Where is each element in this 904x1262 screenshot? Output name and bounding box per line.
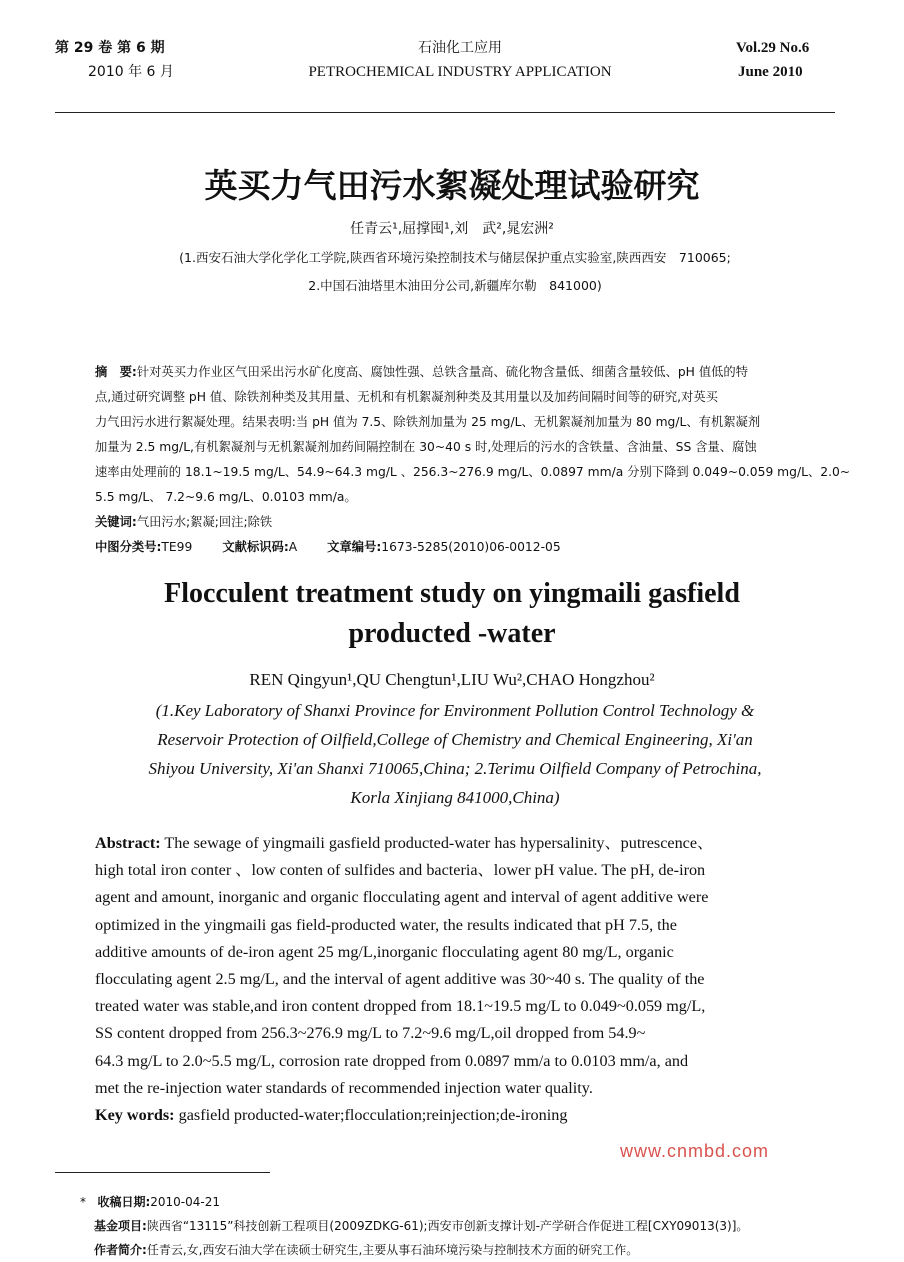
affiliation-line: (1.Key Laboratory of Shanxi Province for Environment Pollution Control Technology & bbox=[155, 701, 755, 720]
volume-cn: 第 29 卷 第 6 期 bbox=[55, 40, 165, 56]
abstract-en-line: 64.3 mg/L to 2.0~5.5 mg/L, corrosion rate dropped from 0.0897 mm/a to 0.0103 mm/a, and bbox=[95, 1051, 689, 1070]
footnote-star: * bbox=[80, 1195, 86, 1209]
affiliation-line: Reservoir Protection of Oilfield,College of Chemistry and Chemical Engineering, Xi'an bbox=[157, 730, 753, 749]
abstract-cn bbox=[95, 360, 851, 560]
abstract-cn-line: 点,通过研究调整 pH 值、除铁剂种类及其用量、无机和有机絮凝剂种类及其用量以及加药间隔时间等的研究,对英买 bbox=[95, 390, 718, 404]
keywords-cn-label: 关键词: bbox=[95, 515, 137, 529]
abstract-en-line: agent and amount, inorganic and organic flocculating agent and interval of agent additive were bbox=[95, 888, 709, 907]
abstract-en-line: The sewage of yingmaili gasfield producted-water has hypersalinity、putrescence、 bbox=[160, 834, 714, 852]
affiliation-line: 2.中国石油塔里木油田分公司,新疆库尔勒 841000) bbox=[308, 278, 602, 293]
header-rule bbox=[55, 112, 835, 113]
abstract-en-line: flocculating agent 2.5 mg/L, and the interval of agent additive was 30~40 s. The quality of the bbox=[95, 970, 705, 989]
received-label: 收稿日期: bbox=[97, 1195, 151, 1209]
date-cn: 2010 年 6 月 bbox=[88, 64, 174, 80]
affiliations-en bbox=[80, 696, 830, 812]
volume-en: Vol.29 No.6 bbox=[736, 40, 810, 56]
article-no-value: 1673-5285(2010)06-0012-05 bbox=[381, 540, 561, 554]
fund-label: 基金项目: bbox=[94, 1219, 147, 1233]
clc-value: TE99 bbox=[161, 540, 193, 554]
authors-cn: 任青云¹,屈撑囤¹,刘 武²,晁宏洲² bbox=[350, 221, 554, 237]
abstract-cn-line: 速率由处理前的 18.1~19.5 mg/L、54.9~64.3 mg/L 、256.3~276.9 mg/L、0.0897 mm/a 分别下降到 0.049~0.059 mg/L、2.0~ bbox=[95, 465, 851, 479]
footnotes bbox=[80, 1190, 748, 1262]
affiliation-line: Shiyou University, Xi'an Shanxi 710065,China; 2.Terimu Oilfield Company of Petrochina, bbox=[148, 759, 762, 778]
fund-text: 陕西省“13115”科技创新工程项目(2009ZDKG-61);西安市创新支撑计划-产学研合作促进工程[CXY09013(3)]。 bbox=[146, 1219, 749, 1233]
authors-en: REN Qingyun¹,QU Chengtun¹,LIU Wu²,CHAO Hongzhou² bbox=[249, 670, 655, 689]
journal-cn: 石油化工应用 bbox=[418, 40, 502, 56]
affiliation-line: (1.西安石油大学化学化工学院,陕西省环境污染控制技术与储层保护重点实验室,陕西西安 710065; bbox=[179, 250, 731, 265]
footnote-rule bbox=[55, 1172, 270, 1173]
abstract-en-line: treated water was stable,and iron content dropped from 18.1~19.5 mg/L to 0.049~0.059 mg/L, bbox=[95, 997, 706, 1016]
keywords-cn: 气田污水;絮凝;回注;除铁 bbox=[136, 515, 273, 529]
journal-en: PETROCHEMICAL INDUSTRY APPLICATION bbox=[308, 64, 612, 80]
doc-code-value: A bbox=[288, 540, 298, 554]
abstract-cn-line: 5.5 mg/L、 7.2~9.6 mg/L、0.0103 mm/a。 bbox=[95, 490, 357, 504]
title-en bbox=[0, 574, 904, 654]
keywords-en-label: Key words: bbox=[95, 1106, 175, 1125]
keywords-en: gasfield producted-water;flocculation;reinjection;de-ironing bbox=[174, 1106, 568, 1125]
title-en-line: Flocculent treatment study on yingmaili gasfield bbox=[164, 578, 740, 609]
title-en-line: producted -water bbox=[348, 618, 556, 649]
author-bio-text: 任青云,女,西安石油大学在读硕士研究生,主要从事石油环境污染与控制技术方面的研究工作。 bbox=[146, 1243, 639, 1257]
doc-code-label: 文献标识码: bbox=[222, 540, 289, 554]
author-bio-label: 作者简介: bbox=[94, 1243, 147, 1257]
watermark: www.cnmbd.com bbox=[620, 1141, 770, 1161]
article-no-label: 文章编号: bbox=[327, 540, 382, 554]
clc-label: 中图分类号: bbox=[95, 540, 162, 554]
affiliation-line: Korla Xinjiang 841000,China) bbox=[350, 788, 560, 807]
abstract-en-line: high total iron conter 、low conten of sulfides and bacteria、lower pH value. The pH, de-iron bbox=[95, 861, 706, 880]
abstract-en-line: additive amounts of de-iron agent 25 mg/L,inorganic flocculating agent 80 mg/L, organic bbox=[95, 942, 674, 961]
abstract-en-line: SS content dropped from 256.3~276.9 mg/L to 7.2~9.6 mg/L,oil dropped from 54.9~ bbox=[95, 1024, 646, 1043]
date-en: June 2010 bbox=[738, 64, 803, 80]
title-cn: 英买力气田污水絮凝处理试验研究 bbox=[204, 166, 700, 205]
received-date: 2010-04-21 bbox=[150, 1195, 221, 1209]
abstract-cn-line: 加量为 2.5 mg/L,有机絮凝剂与无机絮凝剂加药间隔控制在 30~40 s 时,处理后的污水的含铁量、含油量、SS 含量、腐蚀 bbox=[95, 440, 757, 454]
affiliations-cn bbox=[60, 244, 850, 300]
abstract-cn-label: 摘 要: bbox=[95, 365, 137, 379]
abstract-en bbox=[95, 830, 827, 1129]
abstract-en-label: Abstract: bbox=[95, 834, 161, 852]
abstract-en-line: met the re-injection water standards of recommended injection water quality. bbox=[95, 1078, 593, 1097]
abstract-cn-line: 针对英买力作业区气田采出污水矿化度高、腐蚀性强、总铁含量高、硫化物含量低、细菌含量较低、pH 值低的特 bbox=[136, 365, 749, 379]
abstract-en-line: optimized in the yingmaili gas field-producted water, the results indicated that pH 7.5, the bbox=[95, 915, 677, 934]
abstract-cn-line: 力气田污水进行絮凝处理。结果表明:当 pH 值为 7.5、除铁剂加量为 25 mg/L、无机絮凝剂加量为 80 mg/L、有机絮凝剂 bbox=[95, 415, 761, 429]
